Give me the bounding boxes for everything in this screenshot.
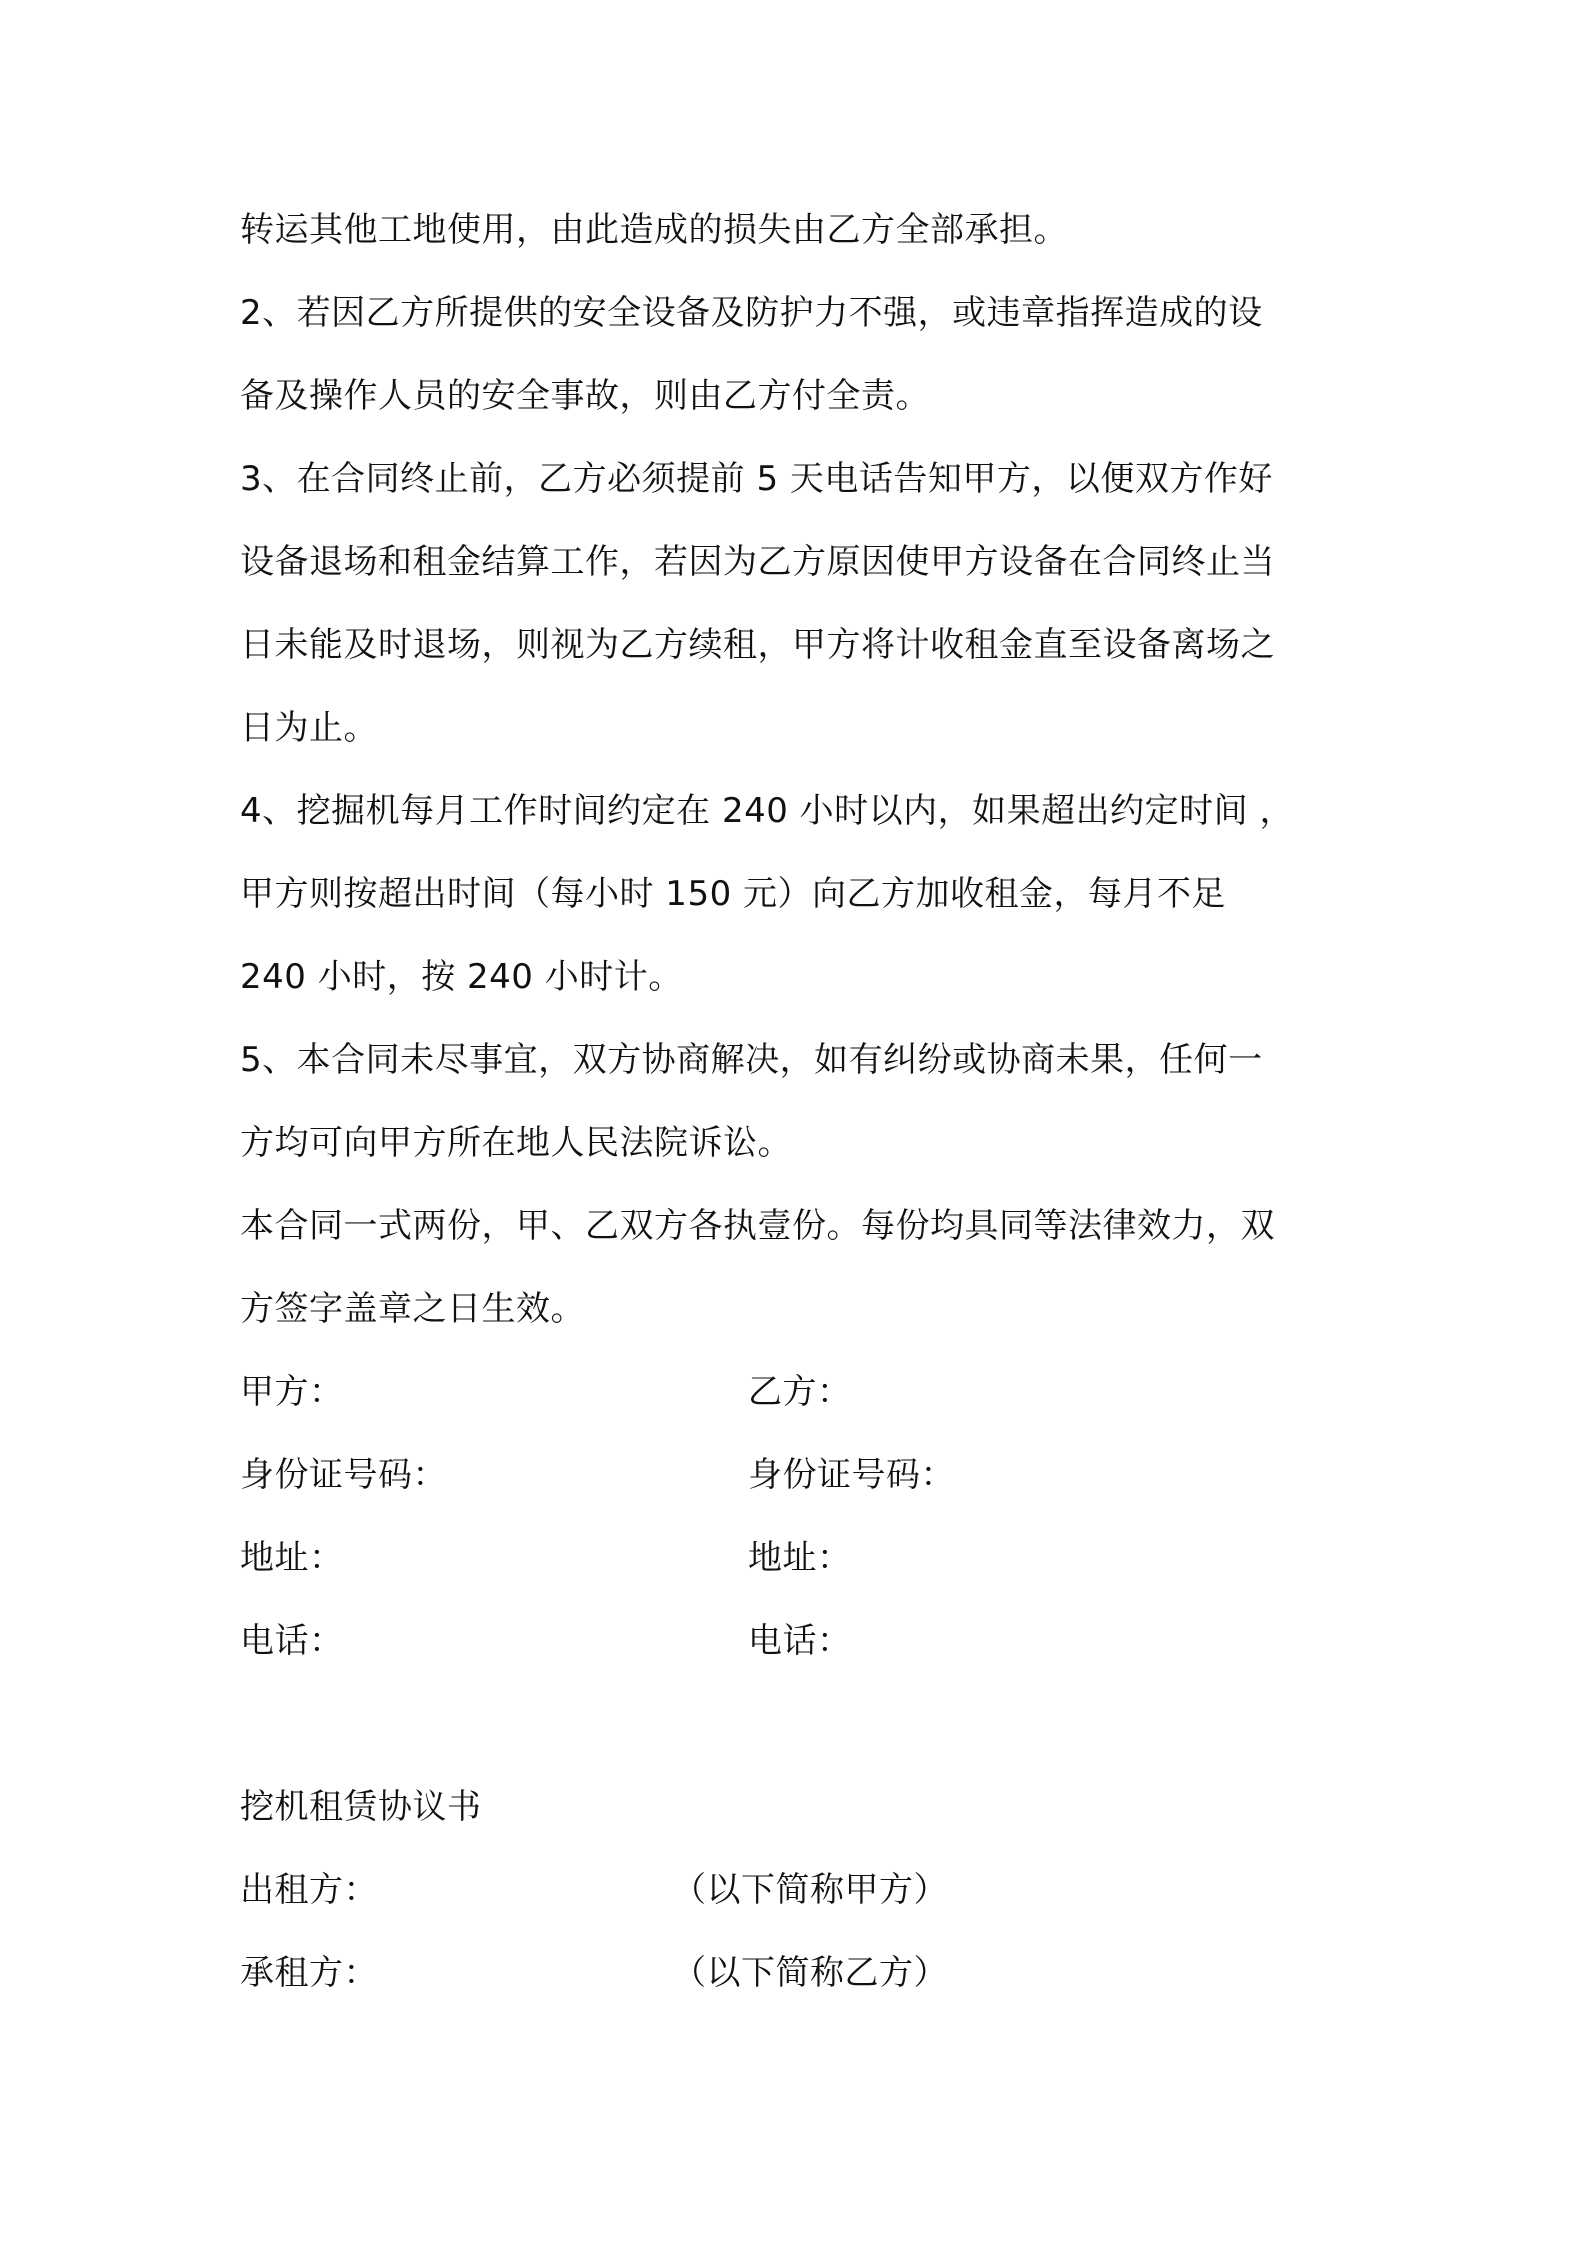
paragraph-2-line-1: 2、若因乙方所提供的安全设备及防护力不强，或违章指挥造成的设 — [240, 293, 1263, 333]
party-b-id-label: 身份证号码： — [748, 1455, 955, 1495]
party-a-address-label: 地址： — [240, 1538, 344, 1578]
party-b-phone-label: 电话： — [748, 1621, 852, 1661]
lessor-note: （以下简称甲方） — [672, 1870, 948, 1910]
lessee-label: 承租方： — [240, 1953, 378, 1993]
paragraph-6-line-2: 方签字盖章之日生效。 — [240, 1289, 585, 1329]
paragraph-3-line-2: 设备退场和租金结算工作，若因为乙方原因使甲方设备在合同终止当 — [240, 542, 1275, 582]
party-b-address-label: 地址： — [748, 1538, 852, 1578]
party-a-phone-label: 电话： — [240, 1621, 344, 1661]
paragraph-5-line-2: 方均可向甲方所在地人民法院诉讼。 — [240, 1123, 792, 1163]
paragraph-2-line-2: 备及操作人员的安全事故，则由乙方付全责。 — [240, 376, 930, 416]
paragraph-3-line-4: 日为止。 — [240, 708, 378, 748]
paragraph-1-line-1: 转运其他工地使用，由此造成的损失由乙方全部承担。 — [240, 210, 1068, 250]
paragraph-3-line-3: 日未能及时退场，则视为乙方续租，甲方将计收租金直至设备离场之 — [240, 625, 1275, 665]
party-a-label: 甲方： — [240, 1372, 344, 1412]
lessor-label: 出租方： — [240, 1870, 378, 1910]
paragraph-3-line-1: 3、在合同终止前，乙方必须提前 5 天电话告知甲方，以便双方作好 — [240, 459, 1273, 499]
paragraph-4-line-1: 4、挖掘机每月工作时间约定在 240 小时以内，如果超出约定时间 ， — [240, 791, 1294, 831]
paragraph-4-line-2: 甲方则按超出时间（每小时 150 元）向乙方加收租金，每月不足 — [240, 874, 1227, 914]
party-a-id-label: 身份证号码： — [240, 1455, 447, 1495]
agreement-title: 挖机租赁协议书 — [240, 1787, 482, 1827]
paragraph-6-line-1: 本合同一式两份，甲、乙双方各执壹份。每份均具同等法律效力，双 — [240, 1206, 1275, 1246]
party-b-label: 乙方： — [748, 1372, 852, 1412]
paragraph-4-line-3: 240 小时，按 240 小时计。 — [240, 957, 683, 997]
lessee-note: （以下简称乙方） — [672, 1953, 948, 1993]
paragraph-5-line-1: 5、本合同未尽事宜，双方协商解决，如有纠纷或协商未果，任何一 — [240, 1040, 1263, 1080]
